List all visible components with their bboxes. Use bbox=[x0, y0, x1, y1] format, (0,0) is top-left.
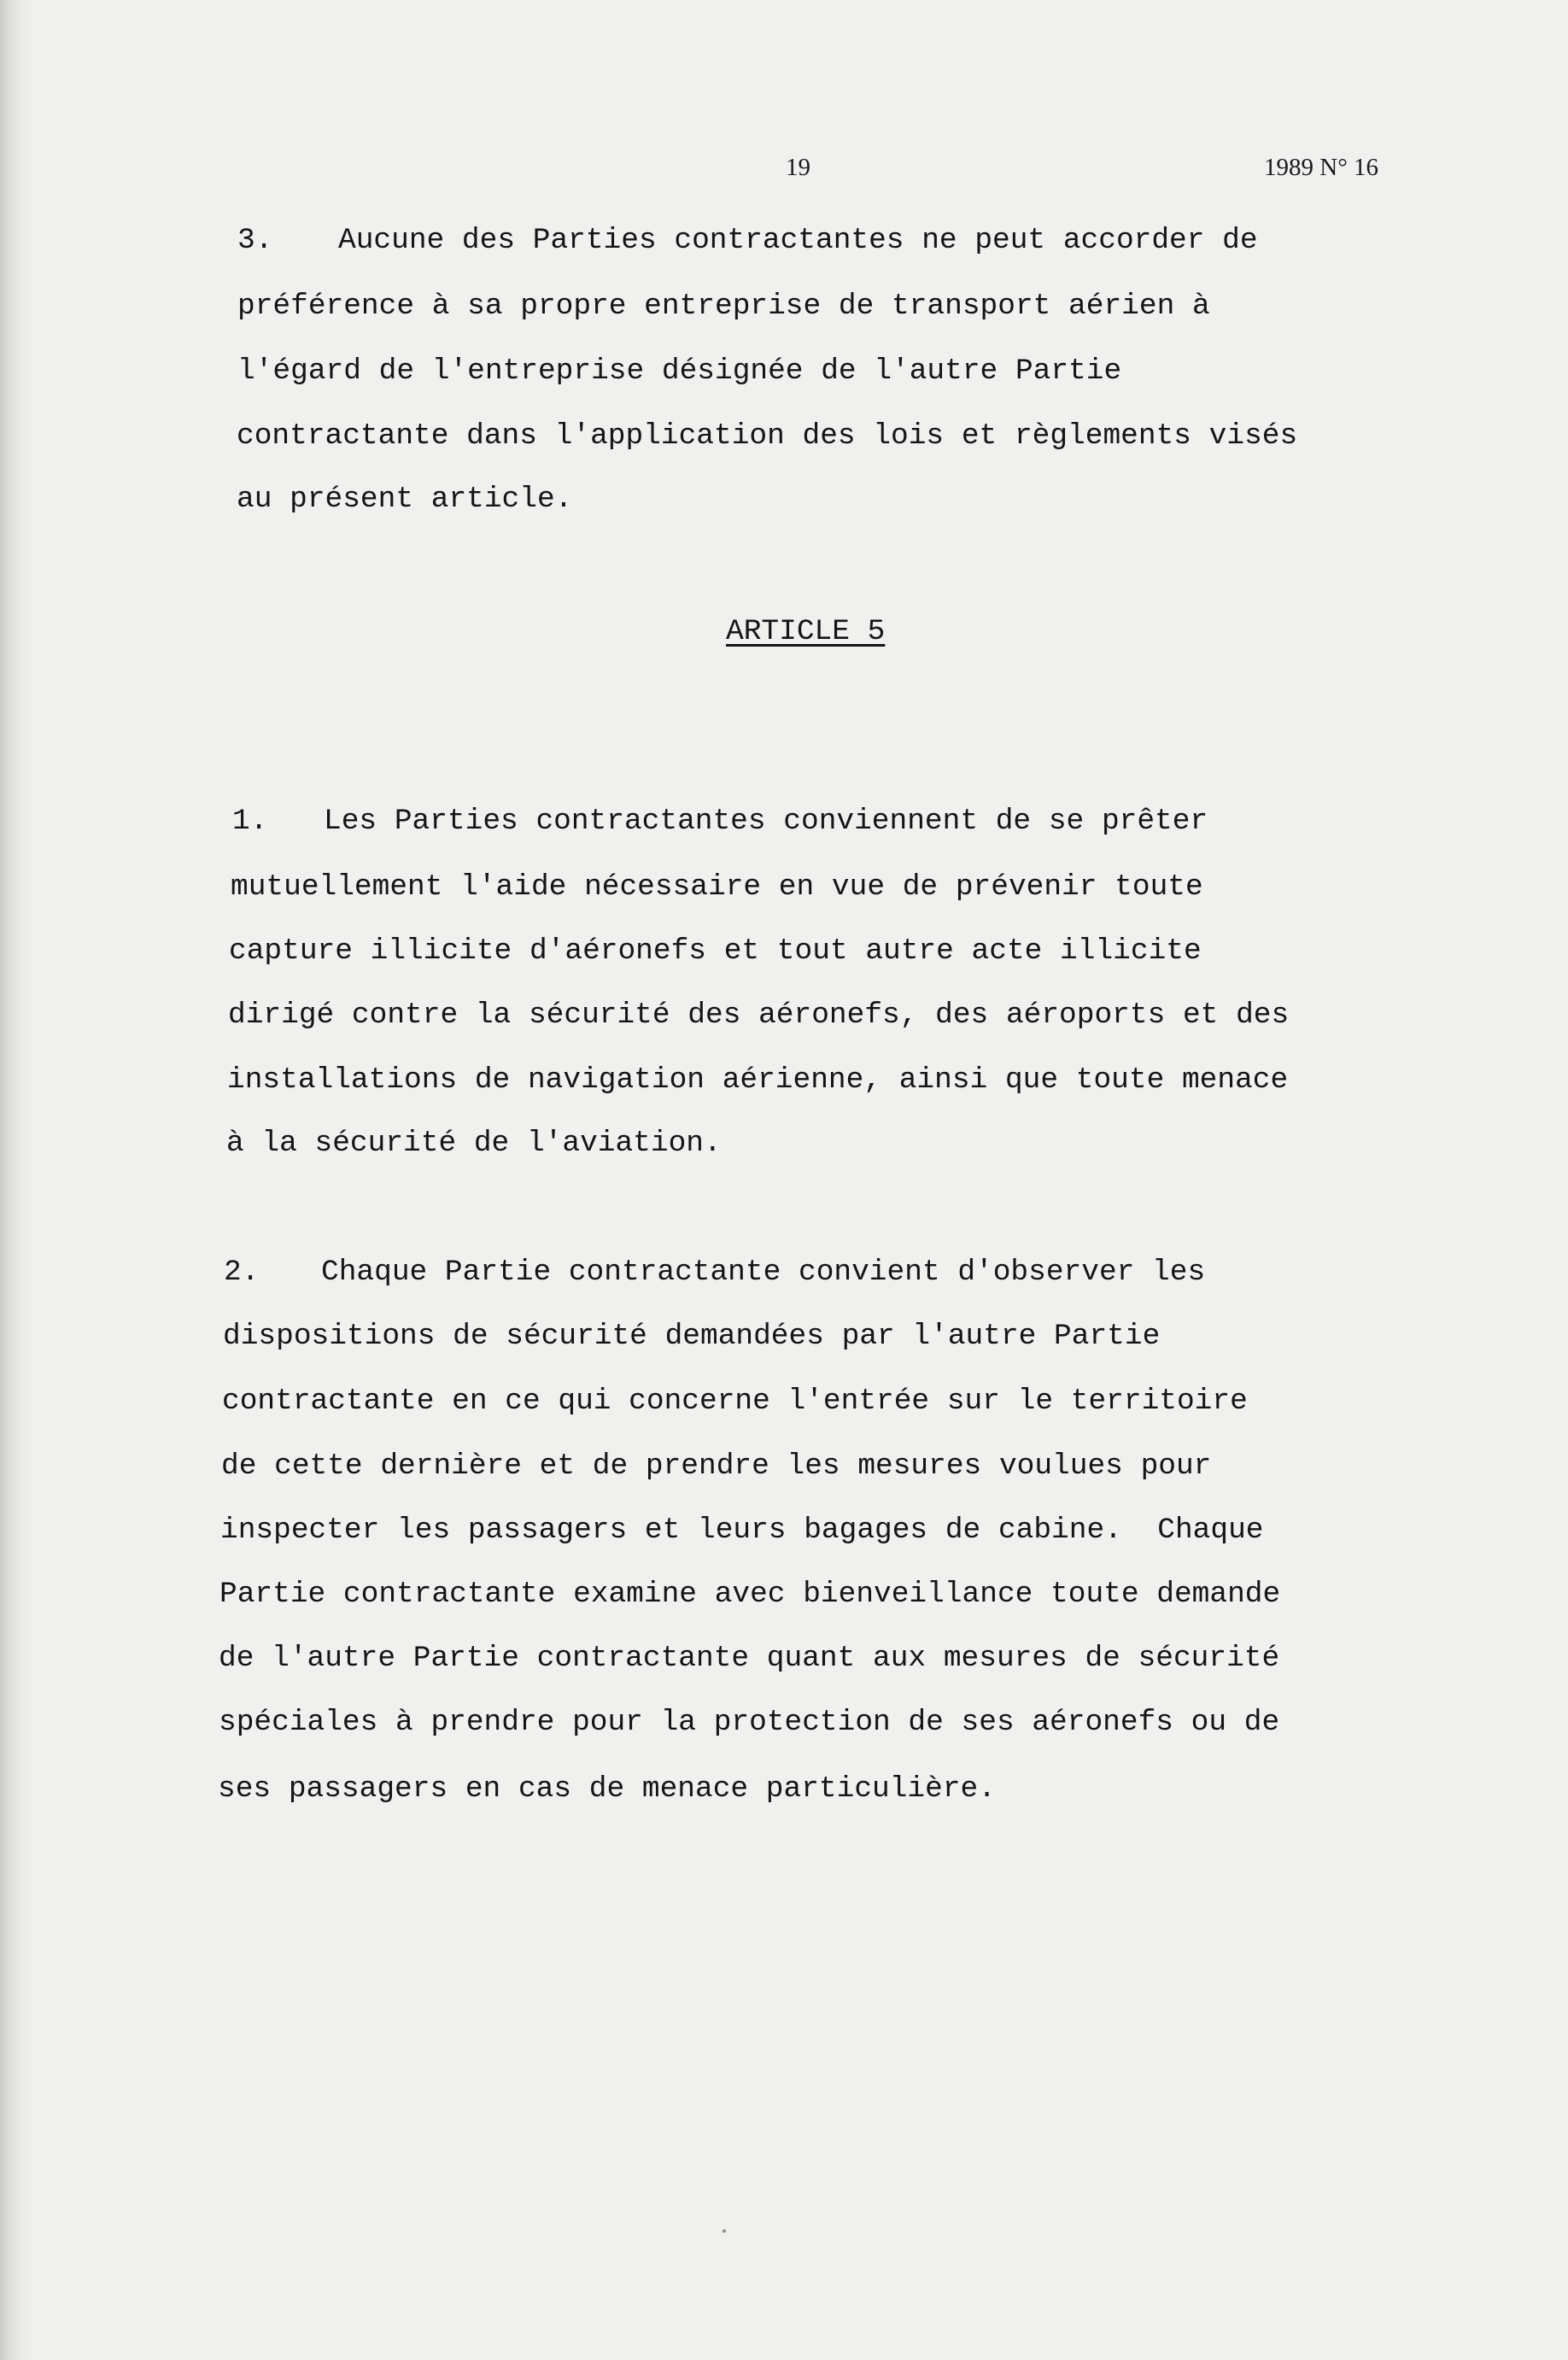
paragraph-number: 1. bbox=[232, 805, 268, 838]
paragraph-text: Chaque Partie contractante convient d'observer les bbox=[321, 1256, 1206, 1289]
paragraph-1-line bbox=[232, 807, 1208, 837]
paragraph-1-line: à la sécurité de l'aviation. bbox=[226, 1127, 722, 1160]
paragraph-1-line: capture illicite d'aéronefs et tout autre acte illicite bbox=[229, 934, 1202, 968]
page-number: 19 bbox=[786, 154, 810, 181]
paragraph-number: 2. bbox=[224, 1256, 260, 1289]
paper-speck bbox=[723, 2229, 726, 2233]
paragraph-text: Les Parties contractantes conviennent de se prêter bbox=[324, 805, 1208, 838]
paragraph-3-line: l'égard de l'entreprise désignée de l'autre Partie bbox=[237, 354, 1122, 388]
paragraph-2-line: inspecter les passagers et leurs bagages de cabine. Chaque bbox=[220, 1514, 1264, 1547]
paragraph-number: 3. bbox=[237, 224, 273, 257]
paragraph-2-line: dispositions de sécurité demandées par l'autre Partie bbox=[223, 1320, 1161, 1353]
paragraph-2-line: de l'autre Partie contractante quant aux mesures de sécurité bbox=[219, 1642, 1280, 1675]
paragraph-1-line: dirigé contre la sécurité des aéronefs, des aéroports et des bbox=[228, 998, 1290, 1032]
paragraph-2-line: Partie contractante examine avec bienveillance toute demande bbox=[219, 1578, 1281, 1611]
paragraph-3-line: préférence à sa propre entreprise de transport aérien à bbox=[237, 290, 1210, 323]
paragraph-3-line: au présent article. bbox=[237, 483, 573, 516]
paragraph-3-line: contractante dans l'application des lois et règlements visés bbox=[237, 419, 1298, 453]
paragraph-2-line: ses passagers en cas de menace particulière. bbox=[218, 1772, 996, 1806]
paragraph-3-line bbox=[237, 226, 1258, 256]
page-binding-shadow bbox=[0, 0, 32, 2360]
paragraph-2-line: de cette dernière et de prendre les mesures voulues pour bbox=[221, 1449, 1212, 1483]
paragraph-2-line: spéciales à prendre pour la protection de ses aéronefs ou de bbox=[219, 1706, 1280, 1739]
paragraph-2-line bbox=[224, 1258, 1205, 1288]
paragraph-text: Aucune des Parties contractantes ne peut accorder de bbox=[338, 224, 1258, 257]
paragraph-1-line: mutuellement l'aide nécessaire en vue de prévenir toute bbox=[231, 870, 1203, 904]
document-reference: 1989 N° 16 bbox=[1264, 154, 1379, 181]
article-heading: ARTICLE 5 bbox=[726, 615, 886, 648]
paragraph-2-line: contractante en ce qui concerne l'entrée sur le territoire bbox=[222, 1385, 1248, 1418]
paragraph-1-line: installations de navigation aérienne, ainsi que toute menace bbox=[227, 1063, 1289, 1097]
